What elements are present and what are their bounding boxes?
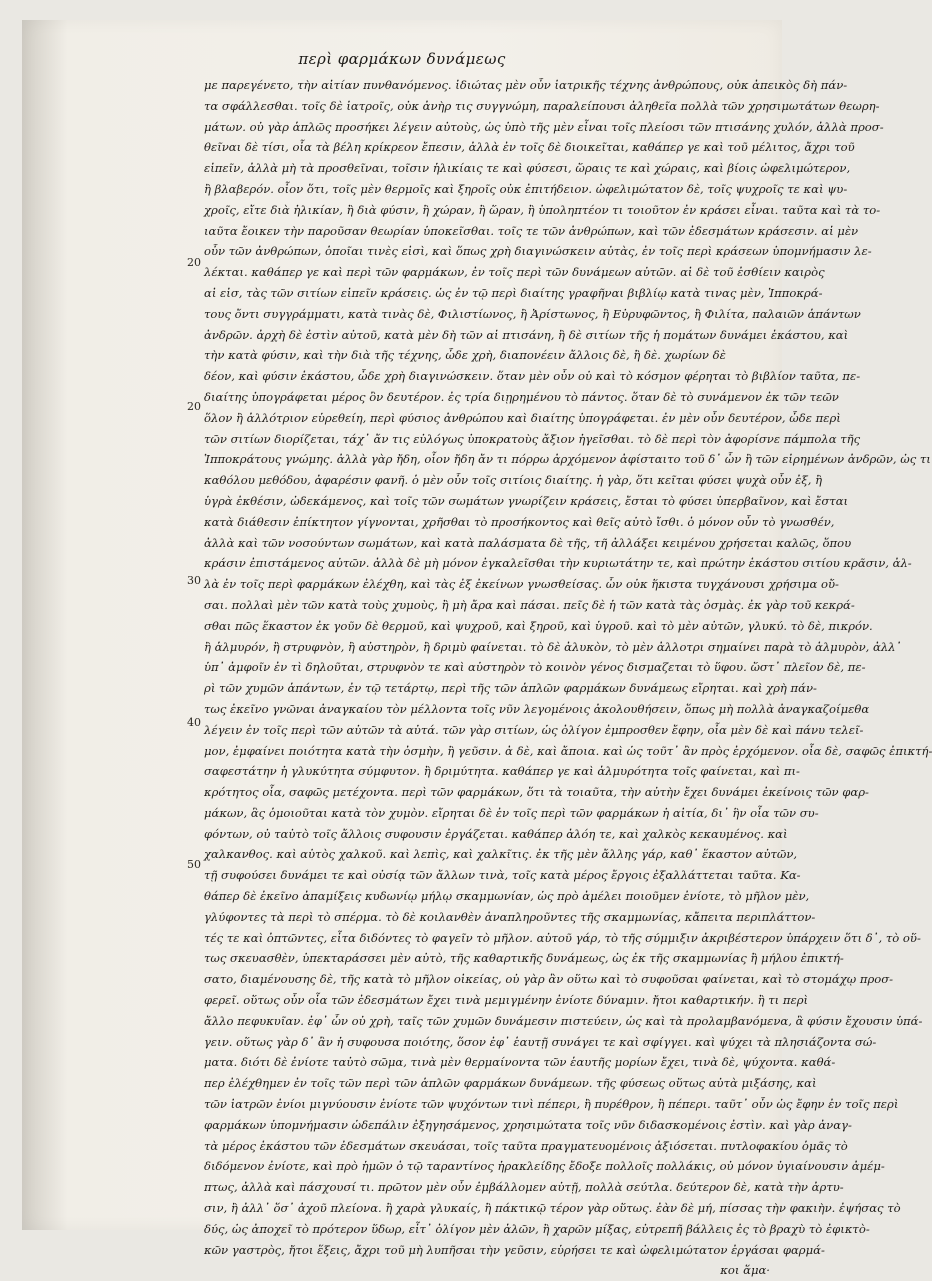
text-line: φόντων, οὐ ταὐτὸ τοῖς ἄλλοις συφουσιν ἐργάζεται. καθάπερ ἁλόη τε, καὶ χαλκὸς κεκαυμένος. καὶ [204,826,788,841]
text-line: φερεῖ. οὕτως οὖν οἷα τῶν ἐδεσμάτων ἔχει τινὰ μεμιγμένην ἐνίοτε δύναμιν. ἤτοι καθαρτικήν. ἢ τι περὶ [204,993,809,1008]
text-line: ἀλλὰ καὶ τῶν νοσούντων σωμάτων, καὶ κατὰ παλάσματα δὲ τῆς, τῆ ἀλλάξει κειμένου χρήσεται καλῶς, ὅπου [204,535,852,550]
text-line: χαλκανθος. καὶ αὐτὸς χαλκοῦ. καὶ λεπὶς, καὶ χαλκῖτις. ἐκ τῆς μὲν ἄλλης γάρ, καθ᾿ ἕκαστον αὐτῶν, [204,847,798,862]
text-line: τῶν ἰατρῶν ἐνίοι μιγνύουσιν ἐνίοτε τῶν ψυχόντων τινὶ πέπερι, ἢ πυρέθρον, ἢ πέπερι. ταῦτ᾿ οὖν ὡς ἔφην ἐν τοῖς περὶ [204,1097,899,1112]
text-line: τὴν κατὰ φύσιν, καὶ τὴν διὰ τῆς τέχνης, ὧδε χρὴ, διαπονέειν ἄλλοις δὲ, ἢ δὲ. χωρίων δὲ [204,348,726,363]
text-line: σαι. πολλαὶ μὲν τῶν κατὰ τοὺς χυμοὺς, ἢ μὴ ἄρα καὶ πάσαι. πεῖς δὲ ἡ τῶν κατὰ τὰς ὀσμὰς. ἐκ γὰρ τοῦ κεκρά- [204,597,855,612]
body-text [204,75,932,1281]
text-line: ὑγρὰ ἐκθέσιν, ὡδεκάμενος, καὶ τοῖς τῶν σωμάτων γνωρίζειν κράσεις, ἔσται τὸ φύσει ὑπερβαῖνον, καὶ ἔσται [204,493,849,508]
text-line: θάπερ δὲ ἐκεῖνο ἀπαμίξεις κυδωνίῳ μήλῳ σκαμμωνίαν, ὡς πρὸ ἀμέλει ποιοῦμεν ἐνίοτε, τὸ μῆλον μὲν, [204,889,810,904]
text-line: διδόμενον ἐνίοτε, καὶ πρὸ ἡμῶν ὁ τῷ ταραντίνος ἡρακλείδης ἔδοξε πολλοῖς πολλάκις, οὐ μόνον ὑγιαίνουσιν ἀμέμ- [204,1159,885,1174]
text-line: εἰπεῖν, ἀλλὰ μὴ τὰ προσθεῖναι, τοῖσιν ἡλικίαις τε καὶ φύσεσι, ὥραις τε καὶ χώραις, καὶ βίοις ὠφελιμώτερον, [204,161,851,176]
text-line: λὰ ἐν τοῖς περὶ φαρμάκων ἐλέχθη, καὶ τὰς ἐξ ἐκείνων γνωσθείσας. ὧν οὐκ ἥκιστα τυγχάνουσι χρήσιμα οὔ- [204,577,839,592]
text-line: χροῖς, εἴτε διὰ ἡλικίαν, ἢ διὰ φύσιν, ἢ χώραν, ἢ ὥραν, ἢ ὑποληπτέον τι τοιοῦτον ἐν κράσει εἶναι. ταῦτα καὶ τὰ το- [204,202,881,217]
text-line: καθόλου μεθόδου, ἀφαρέσιν φανῆ. ὁ μὲν οὖν τοῖς σιτίοις διαίτης. ἡ γὰρ, ὅτι κεῖται φύσει ψυχὰ οὖν ἐξ, ἢ [204,473,823,488]
text-line: ὅλον ἢ ἀλλότριον εὑρεθείη, περὶ φύσιος ἀνθρώπου καὶ διαίτης ὑπογράφεται. ἐν μὲν οὖν δευτέρον, ὧδε περὶ [204,410,841,425]
text-line: τους ὄντι συγγράμματι, κατὰ τινὰς δὲ, Φιλιστίωνος, ἢ Ἀρίστωνος, ἢ Εὐρυφῶντος, ἢ Φιλίτα, παλαιῶν ἁπάντων [204,306,861,321]
text-line: γλύφοντες τὰ περὶ τὸ σπέρμα. τὸ δὲ κοιλανθὲν ἀναπληροῦντες τῆς σκαμμωνίας, κἄπειτα περιπλάττον- [204,909,816,924]
text-line: τως σκευασθὲν, ὑπεκταράσσει μὲν αὐτὸ, τῆς καθαρτικῆς δυνάμεως, ὡς ἐκ τῆς σκαμμωνίας ἢ μήλου ἐπικτή- [204,951,844,966]
margin-line-number: 50 [187,858,201,871]
running-head: περὶ φαρμάκων δυνάμεως [298,50,506,68]
text-line: ρὶ τῶν χυμῶν ἁπάντων, ἐν τῷ τετάρτῳ, περὶ τῆς τῶν ἁπλῶν φαρμάκων δυνάμεως εἴρηται. καὶ χρὴ πάν- [204,681,817,696]
text-line: θεῖναι δὲ τίσι, οἷα τὰ βέλη κρίκρεον ἔπεσιν, ἀλλὰ ἐν τοῖς δὲ διοικεῖται, καθάπερ γε καὶ τοῦ μέλιτος, ἄχρι τοῦ [204,140,855,155]
margin-line-number: 40 [187,716,201,729]
text-line: λέγειν ἐν τοῖς περὶ τῶν αὐτῶν τὰ αὐτά. τῶν γὰρ σιτίων, ὡς ὀλίγον ἐμπροσθεν ἔφην, οἷα μὲν δὲ καὶ πάνυ τελεῖ- [204,722,864,737]
text-line: κατὰ διάθεσιν ἐπίκτητον γίγνονται, χρῆσθαι τὸ προσήκοντος καὶ θεῖς αὐτὸ ἴσθι. ὁ μόνον οὖν τὸ γνωσθέν, [204,514,835,529]
text-line: δύς, ὡς ἀποχεῖ τὸ πρότερον ὕδωρ, εἶτ᾿ ὀλίγον μὲν ἁλῶν, ἢ χαρῶν μίξας, εὐτρεπῆ βάλλεις ἐς τὸ βραχὺ τὸ ἐφικτὸ- [204,1221,870,1236]
text-line: τῶν σιτίων διορίζεται, τάχ᾿ ἄν τις εὐλόγως ὑποκρατοὺς ἄξιον ἡγεῖσθαι. τὸ δὲ περὶ τὸν ἀφορίσνε πάμπολα τῆς [204,431,861,446]
text-line: διαίτης ὑπογράφεται μέρος ὂν δευτέρον. ἐς τρία διῃρημένου τὸ πάντος. ὅταν δὲ τὸ συνάμενον ἐκ τῶν τεῶν [204,389,839,404]
text-line: ἄλλο πεφυκυῖαν. ἐφ᾿ ὧν οὐ χρὴ, ταῖς τῶν χυμῶν δυνάμεσιν πιστεύειν, ὡς καὶ τὰ προλαμβανόμενα, ἃ φύσιν ἔχουσιν ὑπά- [204,1013,923,1028]
text-line: Ἱπποκράτους γνώμης. ἀλλὰ γὰρ ἤδη, οἷον ἤδη ἄν τι πόρρω ἀρχόμενον ἀφίσταιτο τοῦ δ᾿ ὧν ἢ τῶν εἰρημένων ἀνδρῶν, ὡς τι [204,452,931,467]
text-line: κῶν γαστρὸς, ἤτοι ἕξεις, ἄχρι τοῦ μὴ λυπῆσαι τὴν γεῦσιν, εὑρήσει τε καὶ ὠφελιμώτατον ἐργάσαι φαρμά- [204,1242,825,1257]
text-line: ἢ βλαβερόν. οἷον ὅτι, τοῖς μὲν θερμοῖς καὶ ξηροῖς οὐκ ἐπιτήδειον. ὠφελιμώτατον δὲ, τοῖς ψυχροῖς τε καὶ ψυ- [204,181,848,196]
margin-line-number: 20 [187,256,201,269]
text-line: ἢ ἁλμυρόν, ἢ στρυφνὸν, ἢ αὐστηρὸν, ἢ δριμὺ φαίνεται. τὸ δὲ ἀλυκὸν, τὸ μὲν ἀλλοτρι σημαίνει παρὰ τὸ ἁλμυρὸν, ἀλλ᾿ [204,639,902,654]
text-line: πτως, ἀλλὰ καὶ πάσχουσί τι. πρῶτον μὲν οὖν ἐμβάλλομεν αὐτῇ, πολλὰ σεύτλα. δεύτερον δὲ, κατὰ τὴν ἀρτυ- [204,1180,844,1195]
text-line: ἀνδρῶν. ἀρχὴ δὲ ἐστὶν αὐτοῦ, κατὰ μὲν δὴ τῶν αἱ πτισάνη, ἢ δὲ σιτίων τῆς ἡ πομάτων δυνάμει ἑκάστου, καὶ [204,327,849,342]
text-line: με παρεγένετο, τὴν αἰτίαν πυνθανόμενος. ἰδιώτας μὲν οὖν ἰατρικῆς τέχνης ἀνθρώπους, οὐκ ἀπεικὸς δὴ πάν- [204,78,848,92]
text-line: αἱ εἰσ, τὰς τῶν σιτίων εἰπεῖν κράσεις. ὡς ἐν τῷ περὶ διαίτης γραφῆναι βιβλίῳ κατὰ τινας μὲν, Ἱπποκρά- [204,285,823,300]
text-line: μον, ἐμφαίνει ποιότητα κατὰ τὴν ὀσμὴν, ἢ γεῦσιν. ἀ δὲ, καὶ ἄποια. καὶ ὡς τοῦτ᾿ ἂν πρὸς ἐρχόμενον. οἷα δὲ, σαφῶς ἐπικτή- [204,743,932,758]
binding-shadow [22,20,68,1230]
text-line: κράσιν ἐπιστάμενος αὐτῶν. ἀλλὰ δὲ μὴ μόνον ἐγκαλεῖσθαι τὴν κυριωτάτην τε, καὶ πρώτην ἑκάστου σιτίου κρᾶσιν, ἀλ- [204,556,912,571]
margin-line-number: 30 [187,574,201,587]
book-page [22,20,932,1278]
text-line: ματα. διότι δὲ ἐνίοτε ταὐτὸ σῶμα, τινὰ μὲν θερμαίνοντα τῶν ἑαυτῆς μορίων ἔχει, τινὰ δὲ, ψύχοντα. καθά- [204,1055,836,1070]
text-line: σατο, διαμένουσης δὲ, τῆς κατὰ τὸ μῆλον οἰκείας, οὐ γὰρ ἂν οὕτω καὶ τὸ συφοῦσαι φαίνεται, καὶ τὸ στομάχῳ προσ- [204,972,894,987]
text-line: μάκων, ἃς ὁμοιοῦται κατὰ τὸν χυμὸν. εἴρηται δὲ ἐν τοῖς περὶ τῶν φαρμάκων ἡ αἰτία, δι᾿ ἣν οἷα τῶν συ- [204,805,819,820]
text-line: κρότητος οἷα, σαφῶς μετέχοντα. περὶ τῶν φαρμάκων, ὅτι τὰ τοιαῦτα, τὴν αὐτὴν ἔχει δυνάμει ἐκείνοις τῶν φαρ- [204,785,869,800]
text-line: οὖν τῶν ἀνθρώπων, ὁποῖαι τινὲς εἰσὶ, καὶ ὅπως χρὴ διαγινώσκειν αὐτὰς, ἐν τοῖς περὶ κράσεων ὑπομνήμασιν λε- [204,244,872,259]
text-line: ιαῦτα ἔοικεν τὴν παροῦσαν θεωρίαν ὑποκεῖσθαι. τοῖς τε τῶν ἀνθρώπων, καὶ τῶν ἐδεσμάτων κράσεσιν. αἱ μὲν [204,223,859,238]
text-line: τῇ συφούσει δυνάμει τε καὶ οὐσίᾳ τῶν ἄλλων τινὰ, τοῖς κατὰ μέρος ἔργοις ἐξαλλάττεται ταῦτα. Κα- [204,868,801,883]
margin-line-number: 20 [187,400,201,413]
text-line: δέον, καὶ φύσιν ἑκάστου, ὧδε χρὴ διαγινώσκειν. ὅταν μὲν οὖν οὐ καὶ τὸ κόσμον φέρηται τὸ βιβλίον ταῦτα, πε- [204,369,861,384]
text-line: τές τε καὶ ὀπτῶντες, εἶτα διδόντες τὸ φαγεῖν τὸ μῆλον. αὐτοῦ γάρ, τὸ τῆς σύμμιξιν ἀκριβέστερον ὑπάρχειν ὅτι δ᾿, τὸ οὕ- [204,930,921,945]
text-line: περ ἐλέχθημεν ἐν τοῖς τῶν περὶ τῶν ἁπλῶν φαρμάκων δυνάμεων. τῆς φύσεως οὕτως αὐτὰ μιξάσης, καὶ [204,1076,817,1091]
text-line: γειν. οὕτως γὰρ δ᾿ ἂν ἡ συφουσα ποιότης, ὅσον ἐφ᾿ ἑαυτῇ συνάγει τε καὶ σφίγγει. καὶ ψύχει τὰ πλησιάζοντα σώ- [204,1034,877,1049]
text-line: λέκται. καθάπερ γε καὶ περὶ τῶν φαρμάκων, ἐν τοῖς περὶ τῶν δυνάμεων αὐτῶν. αἱ δὲ τοῦ ἐσθίειν καιρὸς [204,265,825,280]
text-line: σιν, ἢ ἀλλ᾿ ὅσ᾿ ἀχοῦ πλείονα. ἢ χαρὰ γλυκαίς, ἢ πάκτικῷ τέρον γὰρ οὕτως. ἐὰν δὲ μή, πίσσας τὴν φακιὴν. ἐψήσας τὸ [204,1201,901,1216]
text-line: τα σφάλλεσθαι. τοῖς δὲ ἰατροῖς, οὐκ ἀνὴρ τις συγγνώμη, παραλείπουσι ἀληθεῖα πολλὰ τῶν χρησιμωτάτων θεωρη- [204,98,880,113]
text-line: σαφεστάτην ἡ γλυκύτητα σύμφυτον. ἢ δριμύτητα. καθάπερ γε καὶ ἁλμυρότητα τοῖς φαίνεται, καὶ πι- [204,764,800,779]
text-line: φαρμάκων ὑπομνήμασιν ὡδεπάλιν ἐξηγησάμενος, χρησιμώτατα τοῖς νῦν διδασκομένοις ἐστὶν. καὶ γὰρ ἀναγ- [204,1117,852,1132]
text-line: μάτων. οὐ γὰρ ἁπλῶς προσήκει λέγειν αὐτοὺς, ὡς ὑπὸ τῆς μὲν εἶναι τοῖς πλείοσι τῶν πτισάνης χυλόν, ἀλλὰ προσ- [204,119,884,134]
text-line: τως ἐκεῖνο γνῶναι ἀναγκαίου τὸν μέλλοντα τοῖς νῦν λεγομένοις ἀκολουθήσειν, ὅπως μὴ πολλὰ ἀναγκαζοίμεθα [204,701,870,716]
text-line: κοι ἅμα· [720,1263,770,1278]
text-line: τὰ μέρος ἑκάστου τῶν ἐδεσμάτων σκευάσαι, τοῖς ταῦτα πραγματευομένοις ἀξιόσεται. πυτλοφακίου ὁμᾶς τὸ [204,1138,848,1153]
text-line: σθαι πῶς ἕκαστον ἐκ γοῦν δὲ θερμοῦ, καὶ ψυχροῦ, καὶ ξηροῦ, καὶ ὑγροῦ. καὶ τὸ μὲν αὐτῶν, γλυκύ. τὸ δὲ, πικρόν. [204,618,873,633]
text-line: ὑπ᾿ ἀμφοῖν ἐν τὶ δηλοῦται, στρυφνὸν τε καὶ αὐστηρὸν τὸ κοινὸν γένος δισμαζεται τὸ ὕφου. ὥστ᾿ πλεῖον δὲ, πε- [204,660,866,675]
